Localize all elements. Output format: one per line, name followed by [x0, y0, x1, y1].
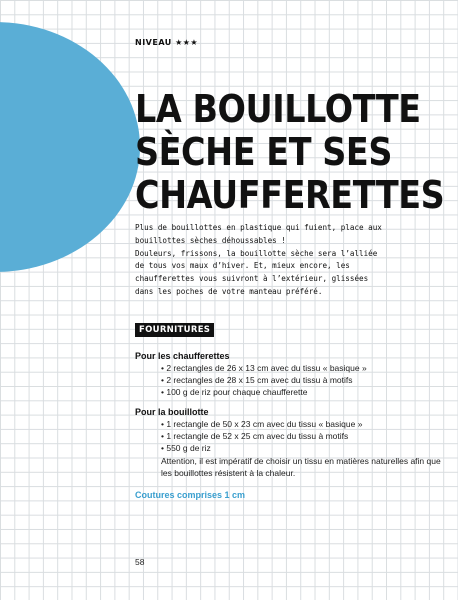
intro-line: bouillottes sèches déhoussables !	[135, 235, 286, 245]
hot-water-bottle-list	[161, 418, 445, 455]
supplies-heading: FOURNITURES	[135, 323, 214, 337]
fabric-note: Attention, il est impératif de choisir un tissu en matières naturelles afin que les bouillottes résistent à la chaleur.	[161, 455, 441, 478]
level-label: NIVEAU	[135, 38, 172, 47]
list-item: • 100 g de riz pour chaque chaufferette	[161, 387, 308, 398]
seams-note: Coutures comprises 1 cm	[135, 490, 246, 500]
difficulty-level	[135, 38, 198, 47]
list-item: • 550 g de riz	[161, 443, 211, 454]
hand-warmers-list	[161, 362, 445, 399]
page-title	[135, 87, 445, 217]
intro-line: chaufferettes vous suivront à l’extérieur, glissées	[135, 274, 369, 284]
hand-warmers-title: Pour les chaufferettes	[135, 351, 230, 361]
title-line: LA BOUILLOTTE	[135, 87, 421, 131]
intro-line: Douleurs, frissons, la bouillotte sèche sera l’alliée	[135, 248, 378, 258]
title-line: CHAUFFERETTES	[135, 173, 445, 217]
list-item: • 2 rectangles de 26 x 13 cm avec du tissu « basique »	[161, 363, 367, 373]
intro-line: de tous vos maux d’hiver. Et, mieux encore, les	[135, 261, 350, 271]
list-item: • 1 rectangle de 50 x 23 cm avec du tissu « basique »	[161, 419, 363, 429]
hot-water-bottle-section	[135, 406, 445, 479]
title-line: SÈCHE ET SES	[135, 130, 392, 174]
page-number: 58	[135, 557, 145, 567]
intro-line: Plus de bouillottes en plastique qui fuient, place aux	[135, 223, 382, 232]
hot-water-bottle-title: Pour la bouillotte	[135, 407, 209, 417]
level-stars: ★★★	[175, 38, 199, 47]
intro-line: dans les poches de votre manteau préféré.	[135, 286, 323, 296]
list-item: • 2 rectangles de 28 x 15 cm avec du tissu à motifs	[161, 375, 353, 386]
list-item: • 1 rectangle de 52 x 25 cm avec du tissu à motifs	[161, 431, 349, 442]
hand-warmers-section	[135, 350, 445, 399]
decorative-blue-circle	[0, 22, 140, 272]
intro-paragraph	[135, 222, 435, 299]
